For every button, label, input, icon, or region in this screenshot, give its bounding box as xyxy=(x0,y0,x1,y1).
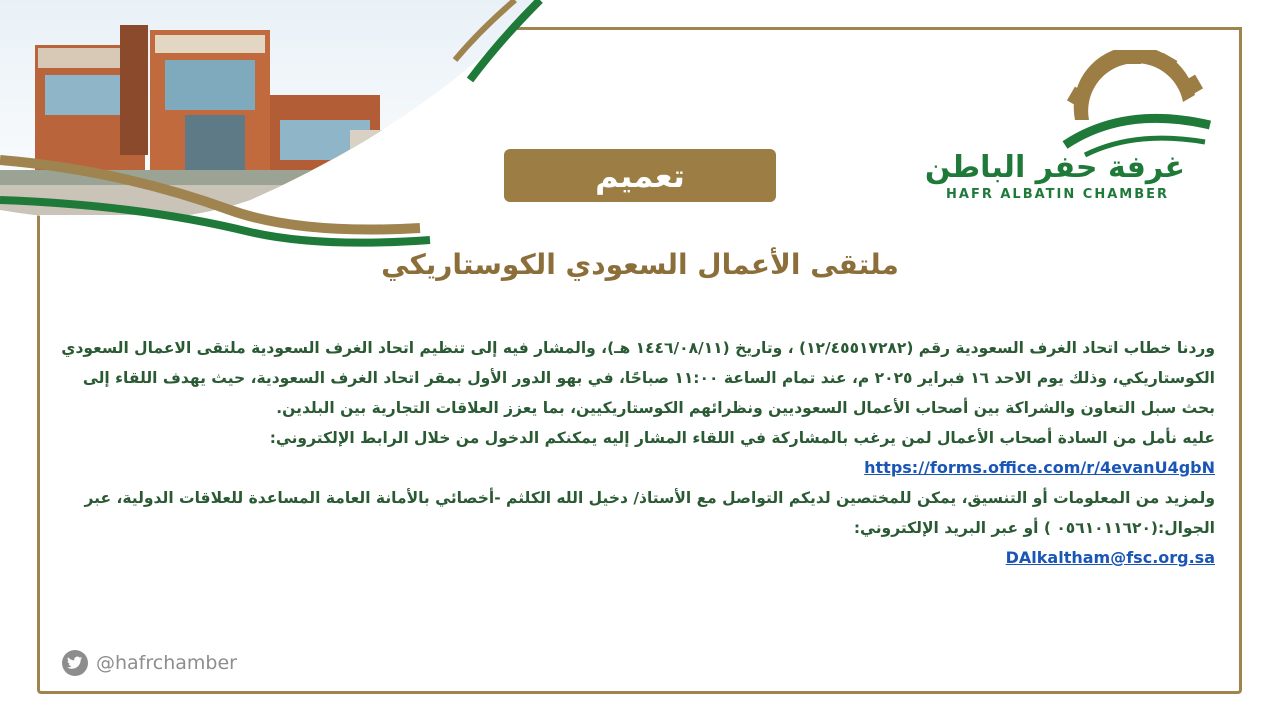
circular-badge: تعميم xyxy=(504,149,776,202)
link-line xyxy=(55,453,1215,483)
page-title: ملتقى الأعمال السعودي الكوستاريكي xyxy=(381,248,899,281)
twitter-icon xyxy=(62,650,88,676)
twitter-handle-text: @hafrchamber xyxy=(96,652,237,674)
email-line xyxy=(55,543,1215,573)
logo-arabic-text: غرفة حفر الباطن xyxy=(924,150,1185,185)
email-link[interactable]: DAlkaltham@fsc.org.sa xyxy=(1005,548,1215,567)
twitter-handle[interactable] xyxy=(62,650,237,676)
paragraph-invite: عليه نأمل من السادة أصحاب الأعمال لمن يرغب بالمشاركة في اللقاء المشار إليه يمكنكم الدخول من خلال الرابط الإلكتروني: xyxy=(269,429,1215,447)
paragraph-contact: ولمزيد من المعلومات أو التنسيق، يمكن للمختصين لديكم التواصل مع الأستاذ/ دخيل الله الكلثم -أخصائي بالأمانة العامة المساعدة للعلاقات الدولية، عبر الجوال:(٠٥٦١٠١١٦٢٠ ) أو عبر البريد الإلكتروني: xyxy=(84,489,1215,537)
circular-body xyxy=(55,333,1215,573)
registration-link[interactable]: https://forms.office.com/r/4evanU4gbN xyxy=(864,458,1215,477)
chamber-building-image xyxy=(0,0,560,250)
paragraph-intro: وردنا خطاب اتحاد الغرف السعودية رقم (١٢/٤٥٥١٧٢٨٢) ، وتاريخ (١٤٤٦/٠٨/١١ هـ)، والمشار فيه إلى تنظيم اتحاد الغرف السعودية ملتقى الاعمال السعودي الكوستاريكي، وذلك يوم الاحد ١٦ فبراير ٢٠٢٥ م، عند تمام الساعة ١١:٠٠ صباحًا، في بهو الدور الأول بمقر اتحاد الغرف السعودية، حيث يهدف اللقاء إلى بحث سبل التعاون والشراكة بين أصحاب الأعمال السعوديين ونظرائهم الكوستاريكيين، بما يعزز العلاقات التجارية بين البلدين. xyxy=(61,339,1215,417)
logo-english-text: HAFR ALBATIN CHAMBER xyxy=(946,187,1169,202)
chamber-logo xyxy=(924,50,1225,210)
gear-logo-icon xyxy=(1055,50,1215,160)
